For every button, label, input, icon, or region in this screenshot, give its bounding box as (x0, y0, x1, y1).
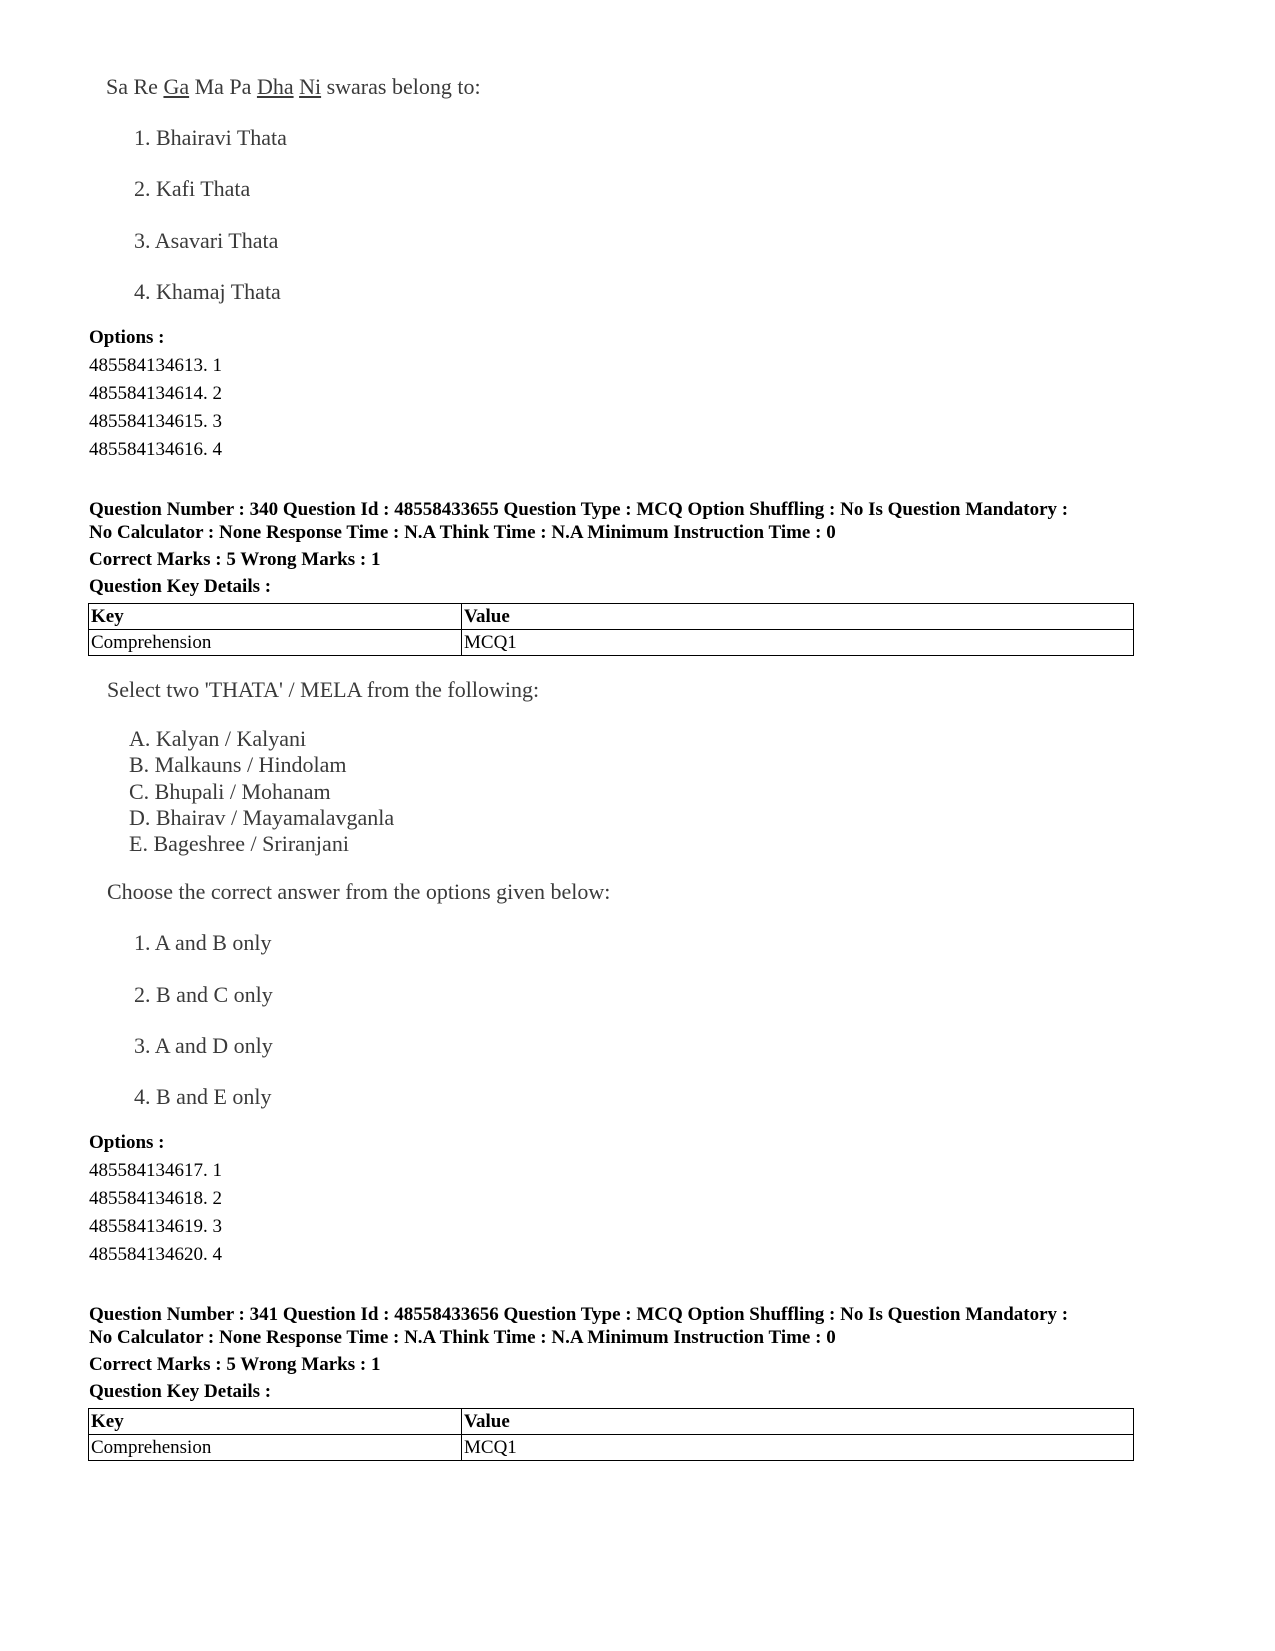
options-label: Options : (89, 327, 165, 348)
question-meta-line1: Question Number : 341 Question Id : 48558433656 Question Type : MCQ Option Shuffling : No Is Question Mandatory : (89, 1304, 1069, 1325)
answer-instruction: Choose the correct answer from the options given below: (107, 879, 611, 904)
choice-item: 3. A and D only (134, 1033, 273, 1058)
table-row (89, 1435, 1134, 1461)
table-row (89, 630, 1134, 656)
stem-swara-komal: Dha (256, 74, 294, 99)
option-line: 485584134619. 3 (89, 1216, 222, 1237)
choice-item: 4. Khamaj Thata (134, 279, 281, 304)
statement-item: B. Malkauns / Hindolam (129, 752, 347, 778)
key-details-table (88, 603, 1134, 656)
option-line: 485584134613. 1 (89, 355, 222, 376)
stem-swara-komal: Ni (299, 74, 322, 99)
table-cell-value: MCQ1 (462, 1435, 1134, 1461)
question-meta-line2: No Calculator : None Response Time : N.A Think Time : N.A Minimum Instruction Time : 0 (89, 522, 836, 543)
options-list (89, 1157, 222, 1269)
options-list (89, 352, 222, 464)
statement-item: A. Kalyan / Kalyani (129, 726, 307, 751)
table-cell-key: Comprehension (89, 630, 462, 656)
question-stem: Select two 'THATA' / MELA from the following: (107, 677, 540, 702)
option-line: 485584134618. 2 (89, 1188, 222, 1209)
key-details-table (88, 1408, 1134, 1461)
choice-item: 1. A and B only (134, 930, 272, 955)
table-header-key: Key (89, 604, 462, 630)
option-line: 485584134615. 3 (89, 411, 222, 432)
stem-text: swaras belong to: (321, 74, 481, 99)
statement-list (129, 726, 394, 857)
table-header-value: Value (462, 1409, 1134, 1435)
choice-item: 4. B and E only (134, 1084, 272, 1109)
choice-item: 2. Kafi Thata (134, 176, 251, 201)
question-meta-line1: Question Number : 340 Question Id : 48558433655 Question Type : MCQ Option Shuffling : No Is Question Mandatory : (89, 499, 1069, 520)
option-line: 485584134617. 1 (89, 1160, 222, 1181)
statement-item: C. Bhupali / Mohanam (129, 778, 331, 804)
stem-text: Ma Pa (189, 74, 257, 99)
table-header-key: Key (89, 1409, 462, 1435)
statement-item: E. Bageshree / Sriranjani (129, 831, 349, 857)
option-line: 485584134620. 4 (89, 1244, 222, 1265)
option-line: 485584134616. 4 (89, 439, 222, 460)
choice-item: 1. Bhairavi Thata (134, 125, 287, 150)
choice-item: 2. B and C only (134, 982, 273, 1007)
stem-text: Sa Re (106, 74, 164, 99)
table-header-value: Value (462, 604, 1134, 630)
statement-item: D. Bhairav / Mayamalavganla (129, 804, 395, 830)
marks-line: Correct Marks : 5 Wrong Marks : 1 (89, 1354, 381, 1375)
table-header-row (89, 604, 1134, 630)
key-details-label: Question Key Details : (89, 576, 272, 597)
choice-item: 3. Asavari Thata (134, 228, 279, 253)
marks-line: Correct Marks : 5 Wrong Marks : 1 (89, 549, 381, 570)
table-cell-value: MCQ1 (462, 630, 1134, 656)
question-meta-line2: No Calculator : None Response Time : N.A Think Time : N.A Minimum Instruction Time : 0 (89, 1327, 836, 1348)
question-stem (106, 74, 481, 100)
options-label: Options : (89, 1132, 165, 1153)
table-header-row (89, 1409, 1134, 1435)
key-details-label: Question Key Details : (89, 1381, 272, 1402)
table-cell-key: Comprehension (89, 1435, 462, 1461)
option-line: 485584134614. 2 (89, 383, 222, 404)
stem-swara-komal: Ga (163, 74, 190, 99)
